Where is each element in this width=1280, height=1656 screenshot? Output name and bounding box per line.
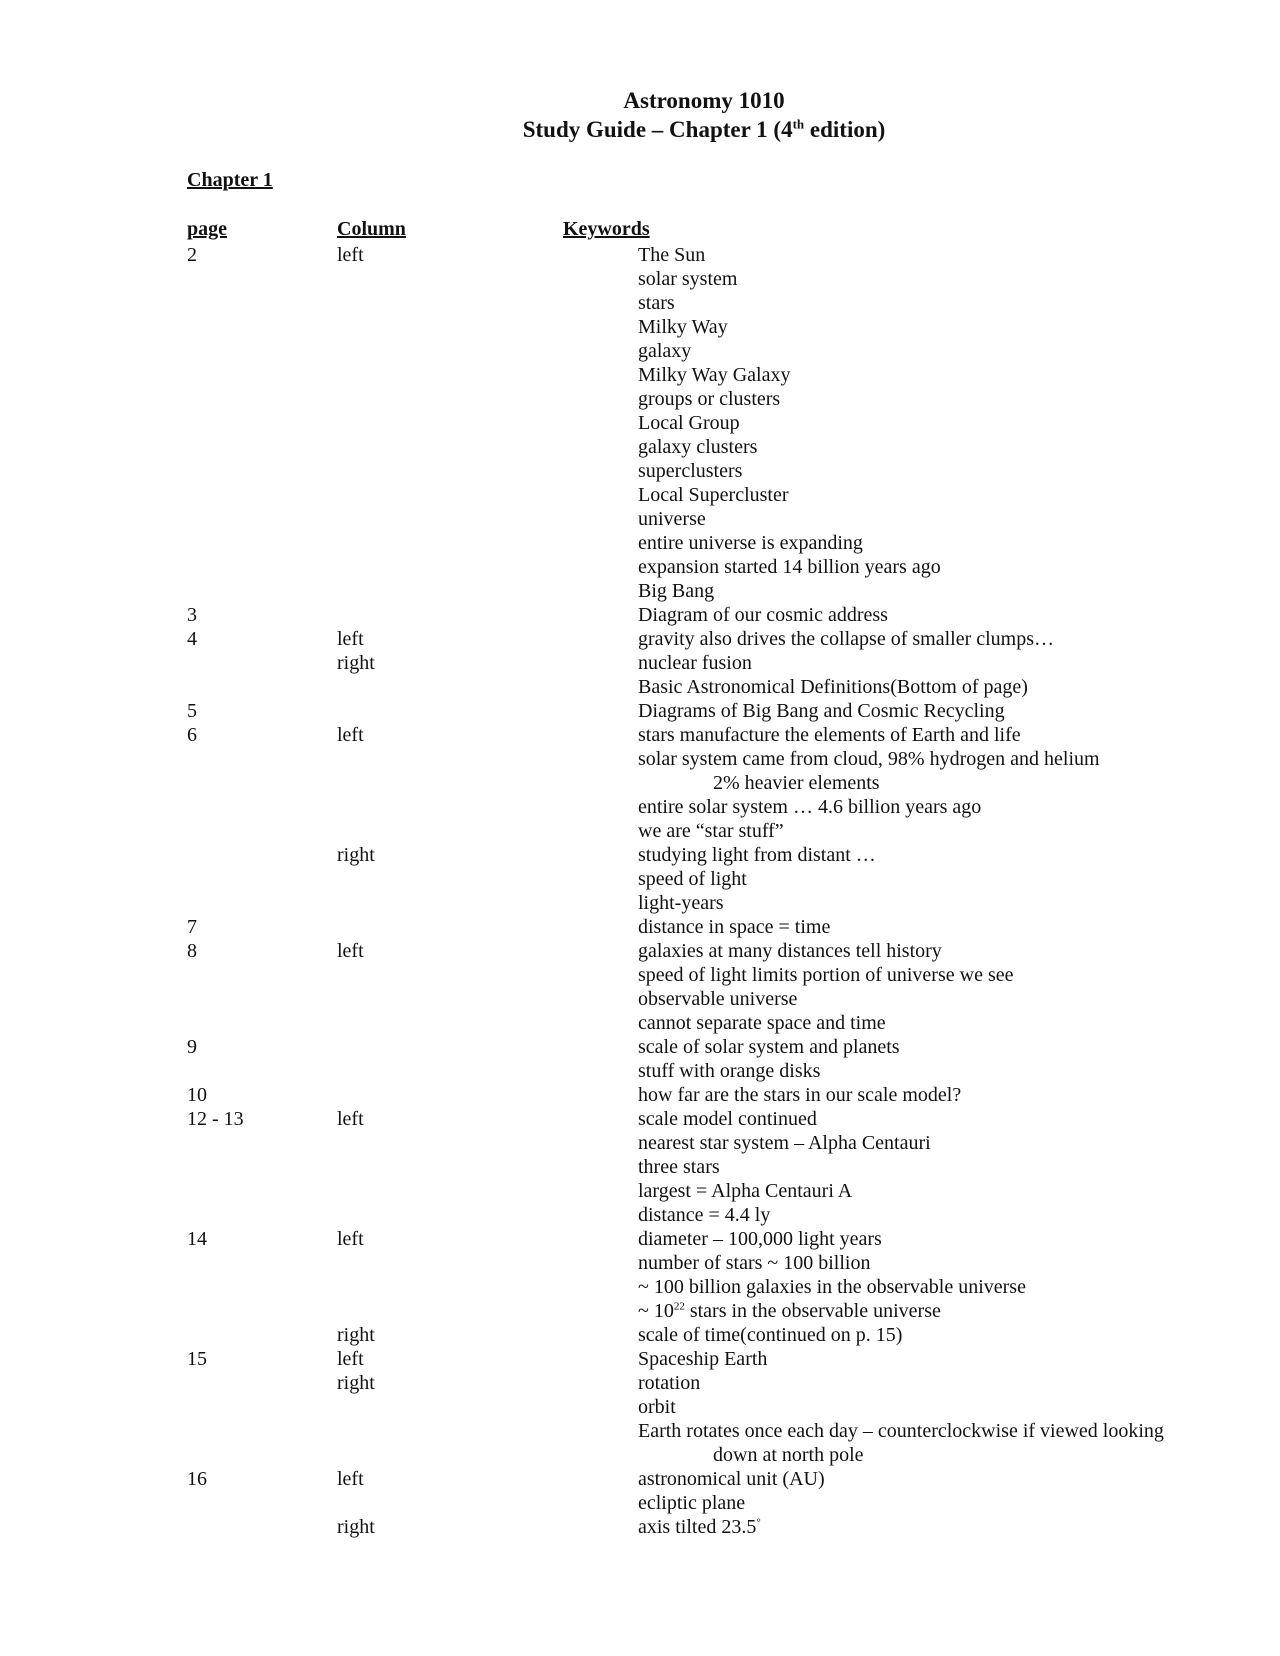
row-page: 16 <box>187 1468 207 1490</box>
row-keyword <box>638 363 790 387</box>
row-keyword-text: distance = 4.4 ly <box>638 1204 771 1226</box>
row-page: 5 <box>187 700 197 722</box>
row-keyword-text: orbit <box>638 1396 676 1418</box>
row-keyword <box>638 1131 931 1155</box>
row-keyword-text: solar system <box>638 268 738 290</box>
row-keyword <box>638 411 740 435</box>
subtitle-end: edition) <box>804 117 886 142</box>
table-row <box>0 819 1280 843</box>
table-row <box>0 1323 1280 1347</box>
table-row <box>0 1083 1280 1107</box>
row-keyword <box>638 315 728 339</box>
table-row <box>0 651 1280 675</box>
table-row <box>0 387 1280 411</box>
row-keyword <box>638 1155 720 1179</box>
row-keyword <box>713 1443 864 1467</box>
row-keyword-text: Big Bang <box>638 580 715 602</box>
document-title: Astronomy 1010 <box>623 88 785 113</box>
row-keyword <box>638 747 1100 771</box>
row-keyword <box>638 1347 767 1371</box>
row-keyword <box>638 1419 1164 1443</box>
row-keyword <box>638 939 942 963</box>
row-keyword-text: The Sun <box>638 244 706 266</box>
row-keyword-text: 2% heavier elements <box>713 772 880 794</box>
row-page: 2 <box>187 244 197 266</box>
table-row <box>0 867 1280 891</box>
row-keyword <box>638 843 876 867</box>
row-keyword-text: diameter – 100,000 light years <box>638 1228 882 1250</box>
row-keyword <box>638 675 1028 699</box>
row-keyword-text: Local Group <box>638 412 740 434</box>
row-keyword <box>638 1011 886 1035</box>
row-keyword-text: light-years <box>638 892 724 914</box>
row-keyword <box>638 1299 941 1323</box>
table-row <box>0 507 1280 531</box>
row-keyword <box>638 1107 817 1131</box>
row-column: right <box>337 1516 375 1538</box>
row-keyword <box>638 603 888 627</box>
row-keyword <box>638 1083 961 1107</box>
row-keyword <box>638 1395 676 1419</box>
row-keyword <box>638 1467 825 1491</box>
row-keyword-text: entire universe is expanding <box>638 532 863 554</box>
table-row <box>0 1395 1280 1419</box>
row-keyword-superscript: ° <box>756 1516 761 1529</box>
table-row <box>0 1059 1280 1083</box>
table-row <box>0 243 1280 267</box>
row-keyword <box>638 1323 902 1347</box>
row-keyword-text: how far are the stars in our scale model? <box>638 1084 962 1106</box>
table-row <box>0 315 1280 339</box>
row-keyword-text: we are “star stuff” <box>638 820 784 842</box>
table-row <box>0 1443 1280 1467</box>
table-row <box>0 1035 1280 1059</box>
row-keyword <box>638 1275 1026 1299</box>
row-keyword-text: scale of time(continued on p. 15) <box>638 1324 903 1346</box>
row-keyword <box>638 579 714 603</box>
row-keyword-text: stuff with orange disks <box>638 1060 821 1082</box>
row-keyword-text: expansion started 14 billion years ago <box>638 556 941 578</box>
table-row <box>0 1467 1280 1491</box>
table-row <box>0 435 1280 459</box>
document-subtitle <box>0 115 1280 144</box>
table-row <box>0 483 1280 507</box>
row-keyword <box>638 555 941 579</box>
row-column: left <box>337 628 364 650</box>
row-column: right <box>337 1372 375 1394</box>
row-keyword-text: superclusters <box>638 460 743 482</box>
row-keyword-text: galaxy clusters <box>638 436 758 458</box>
row-keyword <box>638 1203 770 1227</box>
table-row <box>0 1155 1280 1179</box>
table-row <box>0 795 1280 819</box>
row-page: 6 <box>187 724 197 746</box>
table-row <box>0 723 1280 747</box>
row-page: 3 <box>187 604 197 626</box>
table-row <box>0 963 1280 987</box>
row-column: left <box>337 940 364 962</box>
row-keyword-text: ~ 100 billion galaxies in the observable universe <box>638 1276 1026 1298</box>
table-row <box>0 939 1280 963</box>
row-page: 8 <box>187 940 197 962</box>
row-keyword-text: nuclear fusion <box>638 652 752 674</box>
table-row <box>0 531 1280 555</box>
row-keyword-text: distance in space = time <box>638 916 831 938</box>
row-keyword-text: Spaceship Earth <box>638 1348 768 1370</box>
column-header-keywords: Keywords <box>563 218 650 240</box>
row-keyword <box>638 459 742 483</box>
row-keyword <box>638 243 705 267</box>
row-keyword-text: axis tilted 23.5 <box>638 1516 757 1538</box>
row-column: left <box>337 244 364 266</box>
table-row <box>0 363 1280 387</box>
table-row <box>0 699 1280 723</box>
table-row <box>0 1107 1280 1131</box>
row-column: left <box>337 1468 364 1490</box>
row-keyword-text: stars manufacture the elements of Earth and life <box>638 724 1021 746</box>
row-keyword <box>638 291 675 315</box>
row-keyword-text: number of stars ~ 100 billion <box>638 1252 871 1274</box>
table-row <box>0 1299 1280 1323</box>
row-keyword <box>638 891 724 915</box>
table-row <box>0 987 1280 1011</box>
row-keyword-text: gravity also drives the collapse of smaller clumps… <box>638 628 1055 650</box>
table-row <box>0 1011 1280 1035</box>
table-row <box>0 1131 1280 1155</box>
table-row <box>0 747 1280 771</box>
table-row <box>0 1203 1280 1227</box>
row-page: 10 <box>187 1084 207 1106</box>
table-row <box>0 1179 1280 1203</box>
row-keyword <box>638 867 747 891</box>
row-keyword <box>638 699 1005 723</box>
row-keyword <box>638 531 863 555</box>
row-keyword-text: studying light from distant … <box>638 844 876 866</box>
row-column: left <box>337 1228 364 1250</box>
row-keyword <box>638 1251 870 1275</box>
row-column: right <box>337 1324 375 1346</box>
table-row <box>0 339 1280 363</box>
table-row <box>0 1347 1280 1371</box>
row-keyword <box>638 387 780 411</box>
row-keyword-text: Basic Astronomical Definitions(Bottom of page) <box>638 676 1028 698</box>
row-page: 7 <box>187 916 197 938</box>
table-row <box>0 627 1280 651</box>
table-row <box>0 771 1280 795</box>
column-header-page: page <box>187 218 227 240</box>
row-keyword-text: nearest star system – Alpha Centauri <box>638 1132 931 1154</box>
row-keyword-tail: stars in the observable universe <box>684 1300 941 1322</box>
row-keyword <box>638 1035 900 1059</box>
row-keyword-text: stars <box>638 292 675 314</box>
row-keyword-text: ecliptic plane <box>638 1492 746 1514</box>
row-keyword <box>638 507 706 531</box>
row-page: 12 - 13 <box>187 1108 244 1130</box>
table-row <box>0 891 1280 915</box>
row-column: left <box>337 1108 364 1130</box>
row-keyword-text: ~ 10 <box>638 1300 674 1322</box>
row-page: 4 <box>187 628 197 650</box>
row-keyword <box>713 771 880 795</box>
table-row <box>0 1419 1280 1443</box>
row-keyword <box>638 1491 745 1515</box>
row-keyword <box>638 987 797 1011</box>
row-keyword <box>638 1371 700 1395</box>
table-row <box>0 603 1280 627</box>
table-row <box>0 555 1280 579</box>
row-keyword-text: down at north pole <box>713 1444 864 1466</box>
table-row <box>0 411 1280 435</box>
chapter-heading: Chapter 1 <box>187 169 273 191</box>
table-row <box>0 579 1280 603</box>
row-keyword <box>638 435 757 459</box>
table-row <box>0 1227 1280 1251</box>
row-keyword-text: cannot separate space and time <box>638 1012 886 1034</box>
row-keyword-text: astronomical unit (AU) <box>638 1468 825 1490</box>
subtitle-main: Study Guide – Chapter 1 (4 <box>522 117 793 142</box>
row-keyword-text: speed of light <box>638 868 747 890</box>
row-keyword-text: observable universe <box>638 988 798 1010</box>
row-keyword <box>638 483 789 507</box>
row-keyword-text: universe <box>638 508 706 530</box>
row-keyword-text: three stars <box>638 1156 720 1178</box>
table-row <box>0 915 1280 939</box>
row-keyword <box>638 819 784 843</box>
row-page: 14 <box>187 1228 207 1250</box>
row-keyword-text: largest = Alpha Centauri A <box>638 1180 853 1202</box>
row-keyword-text: speed of light limits portion of universe we see <box>638 964 1014 986</box>
row-keyword <box>638 267 737 291</box>
keyword-table <box>0 243 1280 1539</box>
row-keyword-text: Diagram of our cosmic address <box>638 604 888 626</box>
row-page: 9 <box>187 1036 197 1058</box>
row-column: right <box>337 844 375 866</box>
row-keyword-text: entire solar system … 4.6 billion years ago <box>638 796 982 818</box>
row-keyword-text: rotation <box>638 1372 701 1394</box>
row-keyword <box>638 723 1021 747</box>
row-keyword-text: Milky Way <box>638 316 728 338</box>
row-keyword-text: galaxies at many distances tell history <box>638 940 942 962</box>
table-row <box>0 1491 1280 1515</box>
row-keyword-text: groups or clusters <box>638 388 781 410</box>
table-row <box>0 267 1280 291</box>
row-keyword <box>638 651 752 675</box>
row-keyword <box>638 963 1013 987</box>
row-keyword <box>638 915 830 939</box>
row-keyword <box>638 339 691 363</box>
column-header-column: Column <box>337 218 406 240</box>
row-keyword <box>638 1059 820 1083</box>
row-keyword <box>638 1227 882 1251</box>
table-row <box>0 843 1280 867</box>
row-keyword <box>638 1515 761 1539</box>
row-keyword <box>638 1179 852 1203</box>
table-row <box>0 291 1280 315</box>
row-keyword-text: scale of solar system and planets <box>638 1036 900 1058</box>
subtitle-superscript: th <box>792 116 805 132</box>
row-column: left <box>337 1348 364 1370</box>
table-row <box>0 1251 1280 1275</box>
row-keyword-text: Earth rotates once each day – counterclockwise if viewed looking <box>638 1420 1164 1442</box>
row-keyword-text: Local Supercluster <box>638 484 789 506</box>
row-keyword-text: Diagrams of Big Bang and Cosmic Recycling <box>638 700 1005 722</box>
row-page: 15 <box>187 1348 207 1370</box>
row-keyword-text: galaxy <box>638 340 692 362</box>
row-keyword-superscript: 22 <box>673 1300 685 1313</box>
row-column: right <box>337 652 375 674</box>
row-keyword-text: scale model continued <box>638 1108 817 1130</box>
table-row <box>0 1275 1280 1299</box>
table-row <box>0 675 1280 699</box>
table-row <box>0 1515 1280 1539</box>
row-keyword-text: Milky Way Galaxy <box>638 364 791 386</box>
row-keyword-text: solar system came from cloud, 98% hydrogen and helium <box>638 748 1100 770</box>
table-row <box>0 1371 1280 1395</box>
row-keyword <box>638 627 1054 651</box>
row-keyword <box>638 795 981 819</box>
row-column: left <box>337 724 364 746</box>
table-row <box>0 459 1280 483</box>
